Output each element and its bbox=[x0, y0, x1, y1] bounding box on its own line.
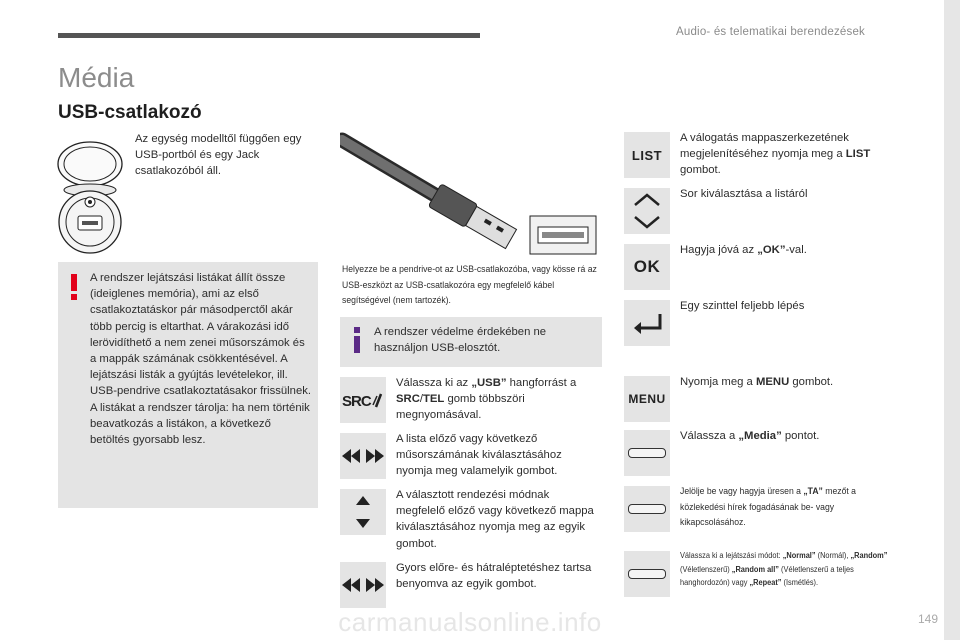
step-select-usb: Válassza ki az „USB” hangforrást a SRC/TEL gomb többszöri megnyomásával. bbox=[396, 377, 577, 422]
touch-button-icon bbox=[624, 430, 670, 476]
up-down-arrow-icon bbox=[340, 489, 386, 535]
prev-next-icon bbox=[340, 433, 386, 479]
step-prev-next-folder: A választott rendezési módnak megfelelő előző vagy következő mappa kiválasztásához nyomja meg az egyik gombot. bbox=[396, 489, 594, 550]
header-bar bbox=[58, 33, 480, 38]
step-level-up: Egy szinttel feljebb lépés bbox=[680, 300, 805, 312]
step-media: Válassza a „Media” pontot. bbox=[680, 430, 820, 442]
info-text: A rendszer védelme érdekében ne használjon USB-elosztót. bbox=[374, 326, 547, 355]
warning-box bbox=[58, 262, 318, 508]
intro-text: Az egység modelltől függően egy USB-portból és egy Jack csatlakozóból áll. bbox=[135, 133, 302, 178]
usb-caption: Helyezze be a pendrive-ot az USB-csatlakozóba, vagy kösse rá az USB-eszközt az USB-csatlakozóra egy megfelelő kábel segítségével (nem tartozék). bbox=[342, 264, 597, 306]
fast-seek-icon bbox=[340, 562, 386, 608]
info-icon bbox=[352, 327, 362, 353]
up-down-chevron-icon bbox=[624, 188, 670, 234]
svg-text:SRC: SRC bbox=[342, 393, 371, 410]
step-play-mode: Válassza ki a lejátszási módot: „Normal” (Normál), „Random” (Véletlenszerű) „Random all” (Véletlenszerű a teljes hanghordozón) vagy „Repeat” (Ismétlés). bbox=[680, 550, 888, 588]
side-strip bbox=[944, 0, 960, 640]
step-list: A válogatás mappaszerkezetének megjelenítéséhez nyomja meg a LIST gombot. bbox=[680, 132, 871, 177]
page-number: 149 bbox=[918, 612, 939, 626]
src-tel-icon bbox=[340, 377, 386, 423]
step-fast-seek: Gyors előre- és hátraléptetéshez tartsa benyomva az egyik gombot. bbox=[396, 562, 592, 591]
list-button-icon: LIST bbox=[624, 132, 670, 178]
info-box bbox=[340, 317, 602, 367]
exclamation-icon bbox=[68, 274, 80, 300]
touch-button-icon bbox=[624, 551, 670, 597]
step-menu: Nyomja meg a MENU gombot. bbox=[680, 376, 834, 388]
watermark: carmanualsonline.info bbox=[338, 607, 602, 637]
running-header: Audio- és telematikai berendezések bbox=[676, 26, 865, 38]
step-ta: Jelölje be vagy hagyja üresen a „TA” mezőt a közlekedési hírek fogadásának be- vagy kikapcsolásához. bbox=[680, 486, 856, 528]
step-select-row: Sor kiválasztása a listáról bbox=[680, 188, 808, 200]
menu-button-icon: MENU bbox=[624, 376, 670, 422]
section-title: USB-csatlakozó bbox=[58, 102, 202, 123]
usb-plug-illustration bbox=[340, 132, 602, 256]
usb-jack-port-illustration bbox=[52, 130, 128, 256]
step-prev-next-track: A lista előző vagy következő műsorszámának kiválasztásához nyomja meg valamelyik gombot. bbox=[396, 433, 562, 478]
page-title: Média bbox=[58, 62, 135, 93]
ok-button-icon: OK bbox=[624, 244, 670, 290]
touch-button-icon bbox=[624, 486, 670, 532]
back-arrow-icon bbox=[624, 300, 670, 346]
step-ok: Hagyja jóvá az „OK”-val. bbox=[680, 244, 807, 256]
warning-text: A rendszer lejátszási listákat állít össze (ideiglenes memória), ami az első csatlakoztatáskor pár másodperctől akár több percig is eltarthat. A várakozási idő lerövidíthető a nem zenei műsorszámok és a mappák számának csökkentésével. A lejátszási listák a gyújtás levételekor, ill. USB-pendrive csatlakoztatásakor frissülnek. A listákat a rendszer tárolja: ha nem történik beavatkozás a listákon, a következő betöltés gyorsabb lesz. bbox=[90, 272, 312, 447]
